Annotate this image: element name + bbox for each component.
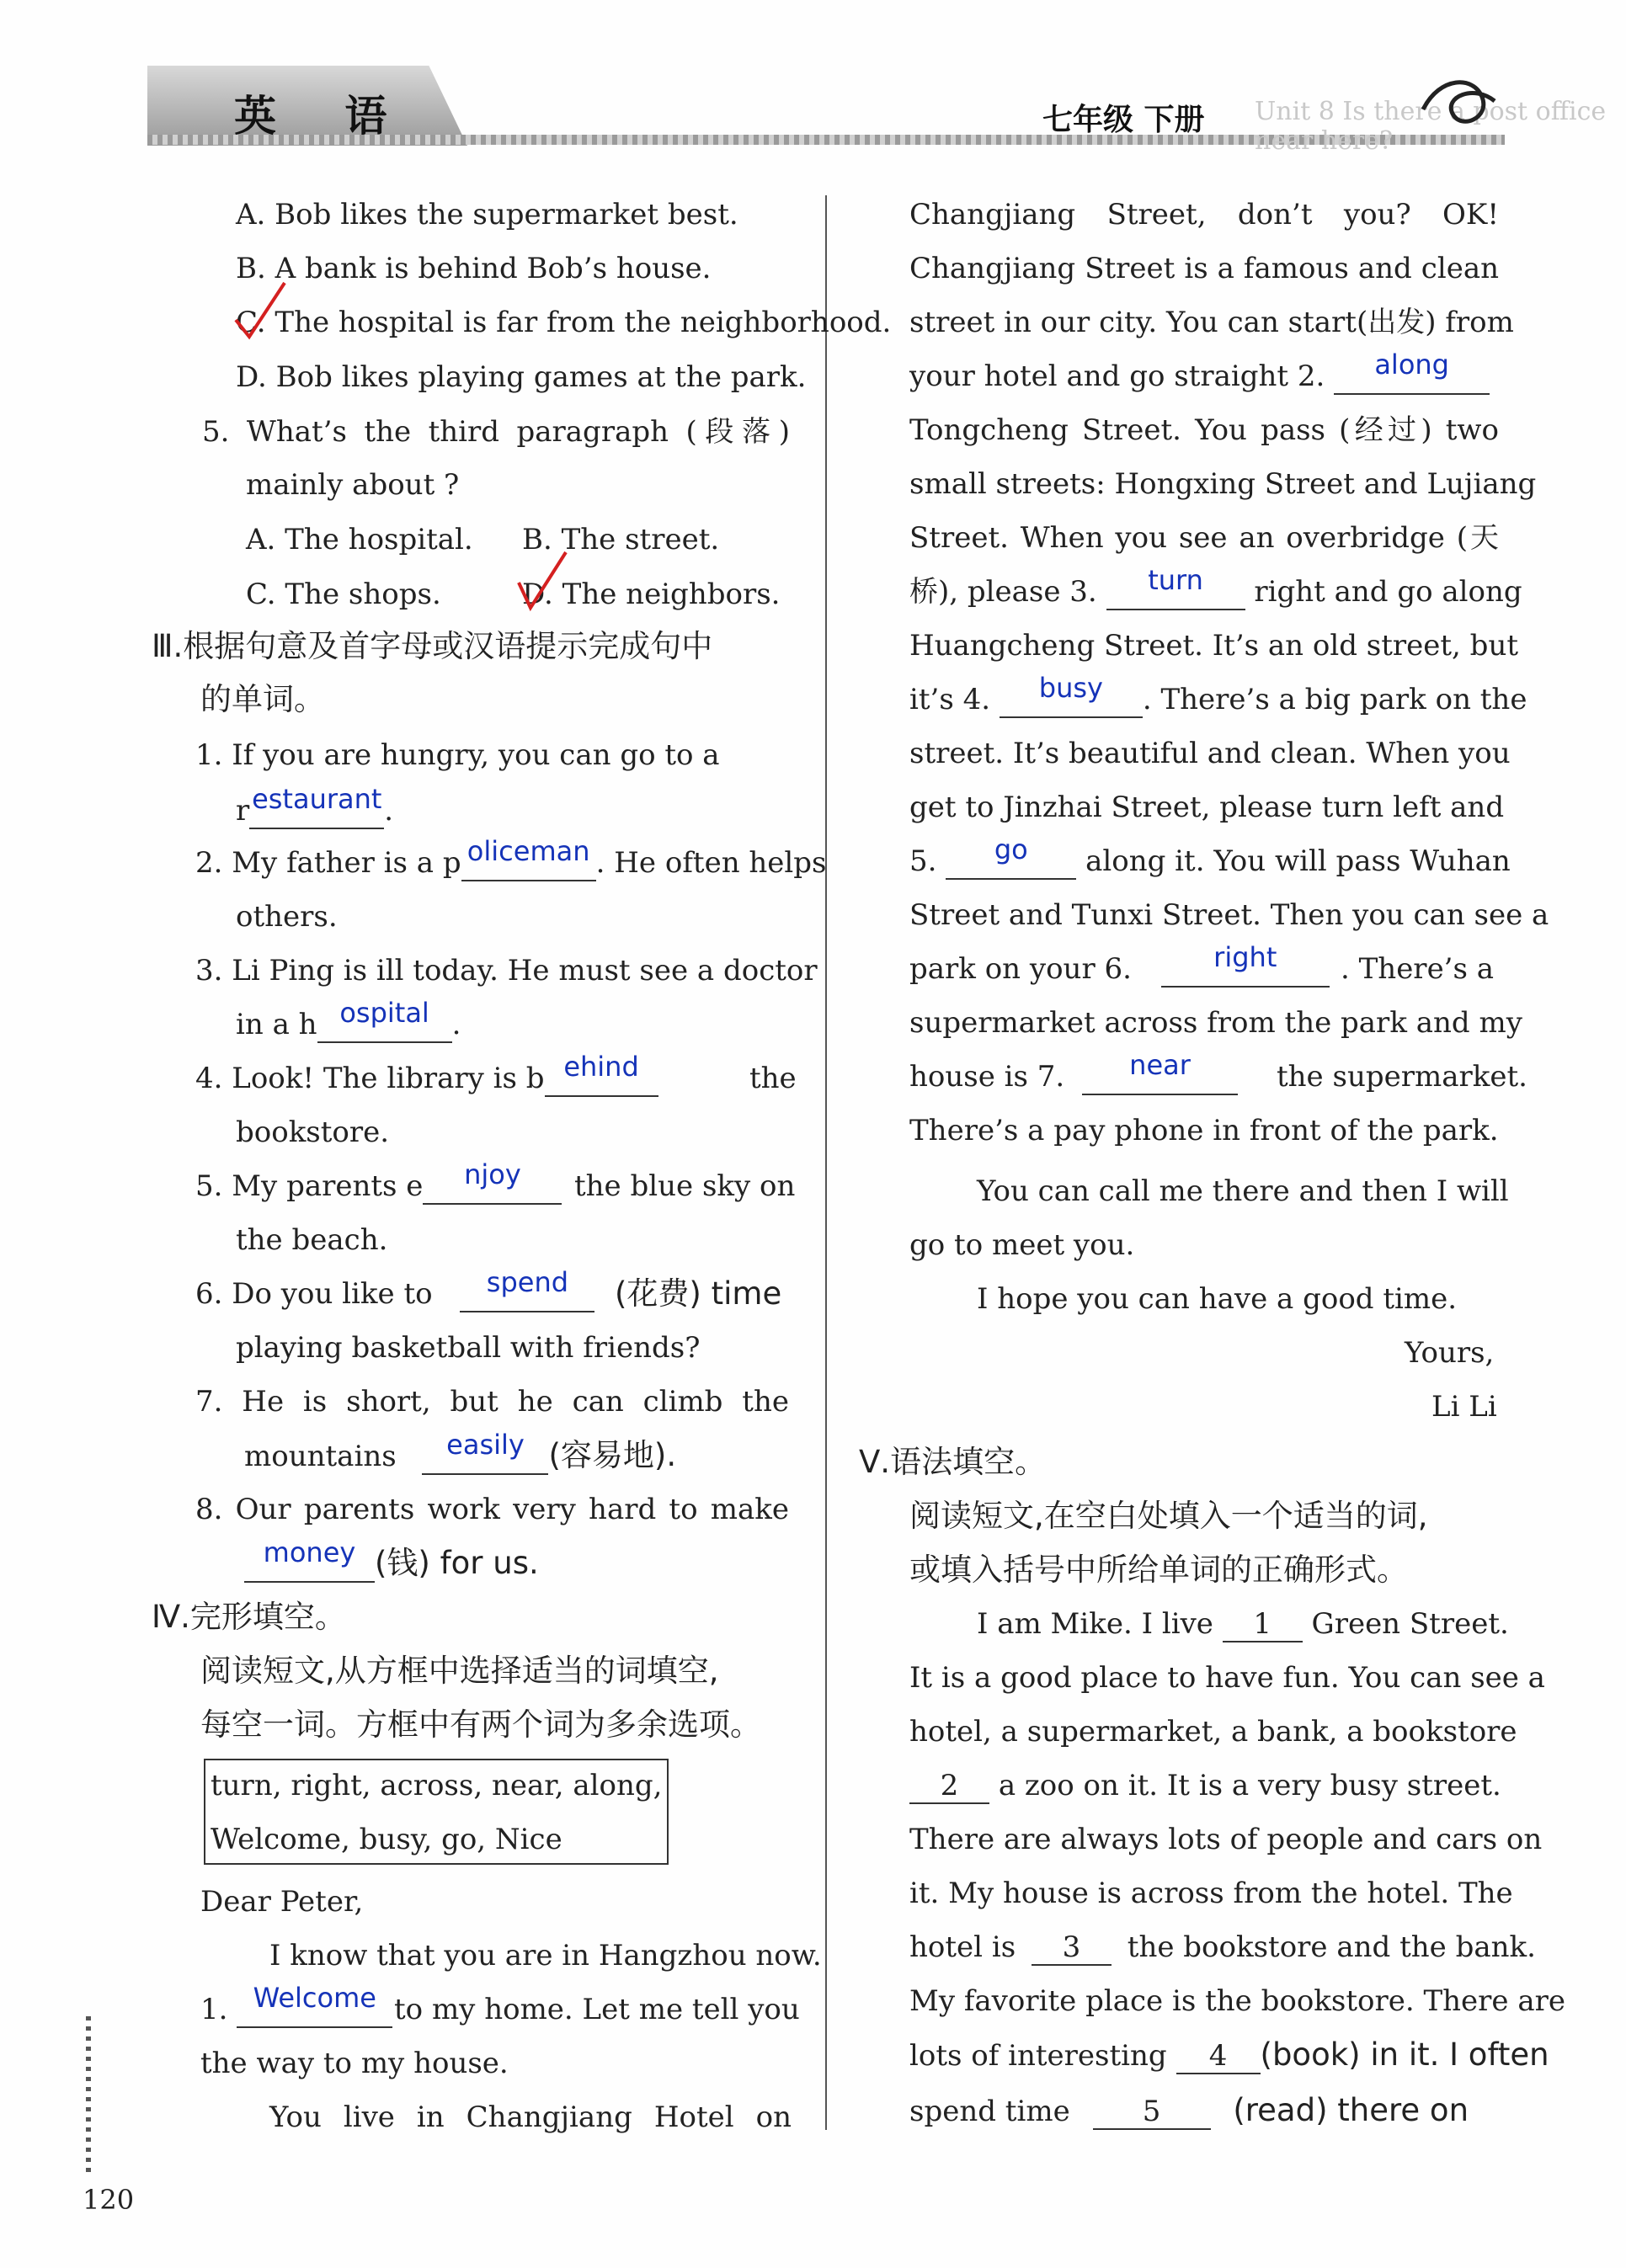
s3-item-6-line2: playing basketball with friends? <box>236 1331 701 1365</box>
s3-item-6 <box>195 1266 594 1313</box>
letter-line-2: the way to my house. <box>200 2047 509 2080</box>
check-mark-icon <box>232 278 291 345</box>
word-box-line-2: Welcome, busy, go, Nice <box>211 1823 562 1856</box>
s3-item-2-line2: others. <box>236 900 338 934</box>
blank-6 <box>1161 941 1330 988</box>
q5-option-d: D. The neighbors. <box>522 578 781 611</box>
r-line-13-pre: 5. <box>909 844 937 878</box>
s5-blank-5 <box>1093 2095 1211 2130</box>
s5-line-7 <box>909 1928 1536 1967</box>
blank-5-answer: go <box>994 833 1028 865</box>
r-line-4-pre: your hotel and go straight 2. <box>909 359 1325 393</box>
blank-1 <box>237 1982 392 2028</box>
subject-title: 英 语 <box>234 91 414 141</box>
s3-item-3-prefix: in a h <box>236 1008 317 1041</box>
s3-item-8: 8. Our parents work very hard to make <box>195 1493 789 1526</box>
r-line-1: Changjiang Street, don’t you? OK! <box>909 198 1499 232</box>
blank-2 <box>1334 349 1490 395</box>
s5-line-10-post: (read) there on <box>1233 2092 1469 2128</box>
s3-item-4-blank <box>545 1051 658 1097</box>
letter-para-1: I know that you are in Hangzhou now. <box>269 1939 822 1973</box>
r-line-8 <box>909 564 1522 611</box>
s5-line-6: it. My house is across from the hotel. The <box>909 1877 1513 1910</box>
s5-line-2: It is a good place to have fun. You can see a <box>909 1661 1545 1695</box>
swirl-ornament-icon <box>1415 67 1507 135</box>
r-line-20: go to meet you. <box>909 1228 1135 1262</box>
s3-item-1-answer: estaurant <box>252 783 382 815</box>
s5-blank-1-number: 1 <box>1253 1607 1272 1641</box>
letter-line-1-post: to my home. Let me tell you <box>394 1993 800 2026</box>
s3-item-4-line2: bookstore. <box>236 1115 390 1149</box>
s5-line-8: My favorite place is the bookstore. There are <box>909 1984 1565 2018</box>
blank-4-answer: busy <box>1038 672 1103 704</box>
s3-item-2-post: . He often helps <box>595 846 827 880</box>
s5-blank-4 <box>1176 2039 1261 2074</box>
section-4-instruction-cont: 每空一词。方框中有两个词为多余选项。 <box>200 1706 761 1743</box>
blank-4 <box>1000 672 1143 718</box>
s5-blank-5-number: 5 <box>1142 2095 1161 2128</box>
r-line-15-pre: park on your 6. <box>909 952 1132 986</box>
r-line-13-post: along it. You will pass Wuhan <box>1085 844 1511 878</box>
s3-item-6-answer: spend <box>486 1266 569 1298</box>
s3-item-3-post: . <box>451 1008 461 1041</box>
s5-line-3: hotel, a supermarket, a bank, a bookstore <box>909 1715 1517 1749</box>
s5-line-1-post: Green Street. <box>1311 1607 1509 1641</box>
s5-blank-3-number: 3 <box>1062 1930 1081 1964</box>
s5-line-9 <box>909 2036 1549 2075</box>
s3-item-4-post: the <box>749 1062 797 1095</box>
q5-option-b: B. The street. <box>522 523 720 556</box>
r-line-4 <box>909 349 1490 396</box>
s5-line-4 <box>909 1766 1501 1805</box>
word-box-line-1: turn, right, across, near, along, <box>211 1769 663 1802</box>
s5-blank-2-number: 2 <box>940 1769 959 1802</box>
s3-item-4-answer: ehind <box>563 1051 639 1083</box>
r-line-14: Street and Tunxi Street. Then you can see a <box>909 898 1549 932</box>
q5-stem-cont: mainly about ? <box>246 468 460 502</box>
blank-7-answer: near <box>1129 1049 1191 1081</box>
section-5-instruction-cont: 或填入括号中所给单词的正确形式。 <box>909 1552 1408 1588</box>
blank-1-number: 1. <box>200 1993 228 2026</box>
column-divider <box>825 195 827 2130</box>
s3-item-7-answer: easily <box>446 1429 525 1461</box>
letter-line-blank-1 <box>200 1982 392 2029</box>
r-line-10-pre: it’s 4. <box>909 683 991 716</box>
s5-blank-4-number: 4 <box>1208 2039 1228 2073</box>
section-3-title-cont: 的单词。 <box>200 681 325 717</box>
s5-blank-2 <box>909 1769 989 1804</box>
r-line-15 <box>909 941 1330 988</box>
s3-item-7: 7. He is short, but he can climb the <box>195 1385 789 1419</box>
s3-item-6-post: (花费) time <box>615 1275 782 1312</box>
s5-line-4-post: a zoo on it. It is a very busy street. <box>998 1769 1501 1802</box>
s3-item-1-line2 <box>236 783 394 830</box>
r-line-21: I hope you can have a good time. <box>977 1282 1458 1316</box>
blank-2-answer: along <box>1374 349 1449 381</box>
blank-3 <box>1106 564 1245 610</box>
s5-line-7-pre: hotel is <box>909 1930 1016 1964</box>
s5-line-1 <box>977 1605 1509 1643</box>
letter-signature: Li Li <box>1431 1390 1497 1424</box>
s3-item-7-blank <box>422 1429 548 1475</box>
r-line-6: small streets: Hongxing Street and Lujiang <box>909 467 1537 501</box>
r-line-15-post: . There’s a <box>1341 952 1495 986</box>
running-title: Unit 8 Is there a post office near here? <box>1255 97 1607 156</box>
q4-option-d: D. Bob likes playing games at the park. <box>236 360 807 394</box>
section-5-instruction: 阅读短文,在空白处填入一个适当的词, <box>909 1498 1428 1534</box>
s3-item-8-blank <box>244 1536 375 1583</box>
r-line-12: get to Jinzhai Street, please turn left and <box>909 791 1505 824</box>
letter-line-3: You live in Changjiang Hotel on <box>269 2100 792 2134</box>
s5-line-9-pre: lots of interesting <box>909 2039 1167 2073</box>
page-number: 120 <box>83 2184 135 2216</box>
r-line-3: street in our city. You can start(出发) from <box>909 306 1514 339</box>
s5-blank-3 <box>1032 1930 1112 1966</box>
s3-item-5-line2: the beach. <box>236 1223 388 1257</box>
section-4-title: Ⅳ.完形填空。 <box>152 1599 346 1635</box>
s5-line-7-post: the bookstore and the bank. <box>1127 1930 1536 1964</box>
s3-item-2-pre: 2. My father is a p <box>195 846 461 880</box>
s3-item-1: 1. If you are hungry, you can go to a <box>195 738 720 772</box>
r-line-16: supermarket across from the park and my <box>909 1006 1522 1040</box>
letter-greeting: Dear Peter, <box>200 1885 364 1919</box>
s3-item-6-pre: 6. Do you like to <box>195 1277 433 1311</box>
s3-item-2 <box>195 835 827 882</box>
r-line-19: You can call me there and then I will <box>977 1174 1509 1208</box>
q5-option-a: A. The hospital. <box>246 523 473 556</box>
s5-blank-1 <box>1223 1607 1303 1642</box>
s5-line-9-post: (book) in it. I often <box>1260 2036 1549 2073</box>
s3-item-5-post: the blue sky on <box>574 1169 796 1203</box>
r-line-11: street. It’s beautiful and clean. When you <box>909 737 1511 770</box>
section-3-title: Ⅲ.根据句意及首字母或汉语提示完成句中 <box>152 628 713 664</box>
s3-item-5-blank <box>423 1158 562 1205</box>
r-line-2: Changjiang Street is a famous and clean <box>909 252 1499 285</box>
s3-item-7-line2 <box>244 1429 677 1476</box>
q5-stem: 5. What’s the third paragraph (段落) <box>202 415 790 449</box>
s3-item-8-post: (钱) for us. <box>375 1545 539 1581</box>
blank-1-answer: Welcome <box>253 1982 376 2014</box>
s3-item-5-answer: njoy <box>464 1158 521 1190</box>
r-line-18: There’s a pay phone in front of the park. <box>909 1114 1499 1147</box>
r-line-13 <box>909 833 1511 881</box>
blank-6-answer: right <box>1213 941 1277 973</box>
r-line-9: Huangcheng Street. It’s an old street, but <box>909 629 1518 663</box>
s5-line-10 <box>909 2091 1469 2131</box>
r-line-17-post: the supermarket. <box>1277 1060 1527 1094</box>
s3-item-3: 3. Li Ping is ill today. He must see a doctor <box>195 954 818 988</box>
grade-label: 七年级 下册 <box>1042 102 1205 137</box>
r-line-17-pre: house is 7. <box>909 1060 1065 1094</box>
s3-item-1-prefix: r <box>236 794 250 828</box>
q5-option-c: C. The shops. <box>246 578 441 611</box>
r-line-10 <box>909 672 1527 719</box>
s3-item-8-answer: money <box>263 1536 356 1568</box>
blank-7 <box>1082 1049 1238 1095</box>
s3-item-4-pre: 4. Look! The library is b <box>195 1062 545 1095</box>
s3-item-3-blank <box>317 997 452 1043</box>
check-mark-icon <box>515 549 574 616</box>
s3-item-2-blank <box>461 835 596 881</box>
s5-line-1-pre: I am Mike. I live <box>977 1607 1213 1641</box>
q4-option-b: B. A bank is behind Bob’s house. <box>236 252 712 285</box>
s3-item-1-blank <box>249 783 384 829</box>
blank-5 <box>946 833 1076 880</box>
s3-item-3-line2 <box>236 997 461 1044</box>
s5-line-5: There are always lots of people and cars on <box>909 1823 1543 1856</box>
s3-item-8-line2 <box>244 1536 539 1584</box>
r-line-8-post: right and go along <box>1254 575 1522 609</box>
section-4-instruction: 阅读短文,从方框中选择适当的词填空, <box>200 1653 719 1689</box>
r-line-10-post: . There’s a big park on the <box>1142 683 1527 716</box>
r-line-17 <box>909 1049 1238 1096</box>
s3-item-1-post: . <box>384 794 394 828</box>
r-line-5: Tongcheng Street. You pass (经过) two <box>909 413 1499 447</box>
s3-item-6-blank <box>460 1266 594 1312</box>
s3-item-2-answer: oliceman <box>466 835 590 867</box>
q4-option-a: A. Bob likes the supermarket best. <box>236 198 738 232</box>
s5-line-10-pre: spend time <box>909 2095 1070 2128</box>
margin-dotted-line <box>86 2016 91 2172</box>
s3-item-5-pre: 5. My parents e <box>195 1169 424 1203</box>
letter-closing: Yours, <box>1405 1336 1495 1370</box>
s3-item-7-post: (容易地). <box>548 1437 677 1473</box>
s3-item-7-prefix: mountains <box>244 1440 397 1473</box>
q4-option-c: C. The hospital is far from the neighborhood. <box>236 306 892 339</box>
r-line-8-pre: 桥), please 3. <box>909 575 1097 609</box>
s3-item-3-answer: ospital <box>339 997 429 1029</box>
r-line-7: Street. When you see an overbridge (天 <box>909 521 1499 555</box>
s3-item-4 <box>195 1051 658 1098</box>
blank-3-answer: turn <box>1148 564 1203 596</box>
s3-item-5 <box>195 1158 562 1206</box>
section-5-title: Ⅴ.语法填空。 <box>859 1444 1047 1480</box>
